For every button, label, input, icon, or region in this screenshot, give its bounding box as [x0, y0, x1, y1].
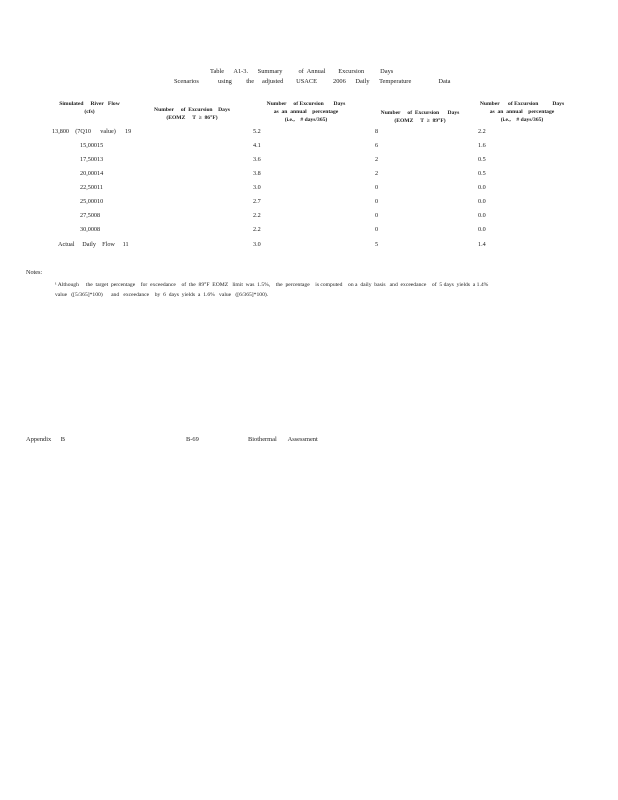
- row-3-days89: 2: [375, 156, 379, 163]
- row-7-days89: 0: [375, 212, 379, 219]
- row-4-pct89: 0.5: [478, 170, 486, 177]
- row-8-pct86: 2.2: [253, 226, 261, 233]
- row-5-pct86: 3.0: [253, 184, 261, 191]
- row-7-pct89: 0.0: [478, 212, 486, 219]
- header-simulated-river-flow: Simulated River Flow (cfs): [59, 101, 120, 116]
- row-2-days89: 6: [375, 142, 379, 149]
- row-3-pct86: 3.6: [253, 156, 261, 163]
- row-6-pct86: 2.7: [253, 198, 261, 205]
- row-5-days89: 0: [375, 184, 379, 191]
- row-1-days89: 8: [375, 128, 379, 135]
- footnote-line-1: ¹ Although the target percentage for exceedance of the 89°F EOMZ limit was 1.5%, the percentage is computed on a daily basis and exceedance of 5 days yields a 1.4%: [55, 282, 489, 288]
- row-6-days89: 0: [375, 198, 379, 205]
- row-2-flow: 15,00015: [80, 142, 104, 149]
- row-2-pct89: 1.6: [478, 142, 486, 149]
- row-1-flow: 13,800 (7Q10 value) 19: [52, 128, 132, 135]
- footer-section: Biothermal Assessment: [248, 436, 318, 443]
- row-6-flow: 25,00010: [80, 198, 104, 205]
- row-9-pct89: 1.4: [478, 241, 486, 248]
- row-8-flow: 30,0008: [80, 226, 101, 233]
- row-3-pct89: 0.5: [478, 156, 486, 163]
- row-9-flow: Actual Daily Flow 11: [58, 241, 129, 248]
- header-excursion-days-86: Number of Excursion Days (EOMZ T ≥ 86°F): [154, 107, 230, 122]
- row-7-pct86: 2.2: [253, 212, 261, 219]
- header-excursion-days-89: Number of Excursion Days (EOMZ T ≥ 89°F): [380, 110, 460, 125]
- table-title-line-2: Scenarios using the adjusted USACE 2006 Daily Temperature Data: [174, 78, 451, 85]
- row-5-pct89: 0.0: [478, 184, 486, 191]
- row-7-flow: 27,5008: [80, 212, 101, 219]
- footer-page-number: B-69: [186, 436, 199, 443]
- row-4-pct86: 3.8: [253, 170, 261, 177]
- footnote-line-2: value ([5/365]*100) and exceedance by 6 days yields a 1.6% value ([6/365]*100).: [55, 292, 269, 298]
- row-9-days89: 5: [375, 241, 379, 248]
- row-1-pct86: 5.2: [253, 128, 261, 135]
- header-percentage-89: Number of Excursion Days as an annual percentage (i.e., # days/365): [479, 101, 565, 124]
- row-3-flow: 17,50013: [80, 156, 104, 163]
- row-4-days89: 2: [375, 170, 379, 177]
- row-8-days89: 0: [375, 226, 379, 233]
- table-title-line-1: Table A1-3. Summary of Annual Excursion Days: [210, 68, 394, 75]
- row-2-pct86: 4.1: [253, 142, 261, 149]
- row-9-pct86: 3.0: [253, 241, 261, 248]
- row-8-pct89: 0.0: [478, 226, 486, 233]
- row-6-pct89: 0.0: [478, 198, 486, 205]
- row-5-flow: 22,50011: [80, 184, 103, 191]
- header-percentage-86: Number of Excursion Days as an annual percentage (i.e., # days/365): [266, 101, 346, 124]
- row-1-pct89: 2.2: [478, 128, 486, 135]
- footer-appendix: Appendix B: [26, 436, 66, 443]
- row-4-flow: 20,00014: [80, 170, 104, 177]
- notes-label: Notes:: [26, 269, 43, 276]
